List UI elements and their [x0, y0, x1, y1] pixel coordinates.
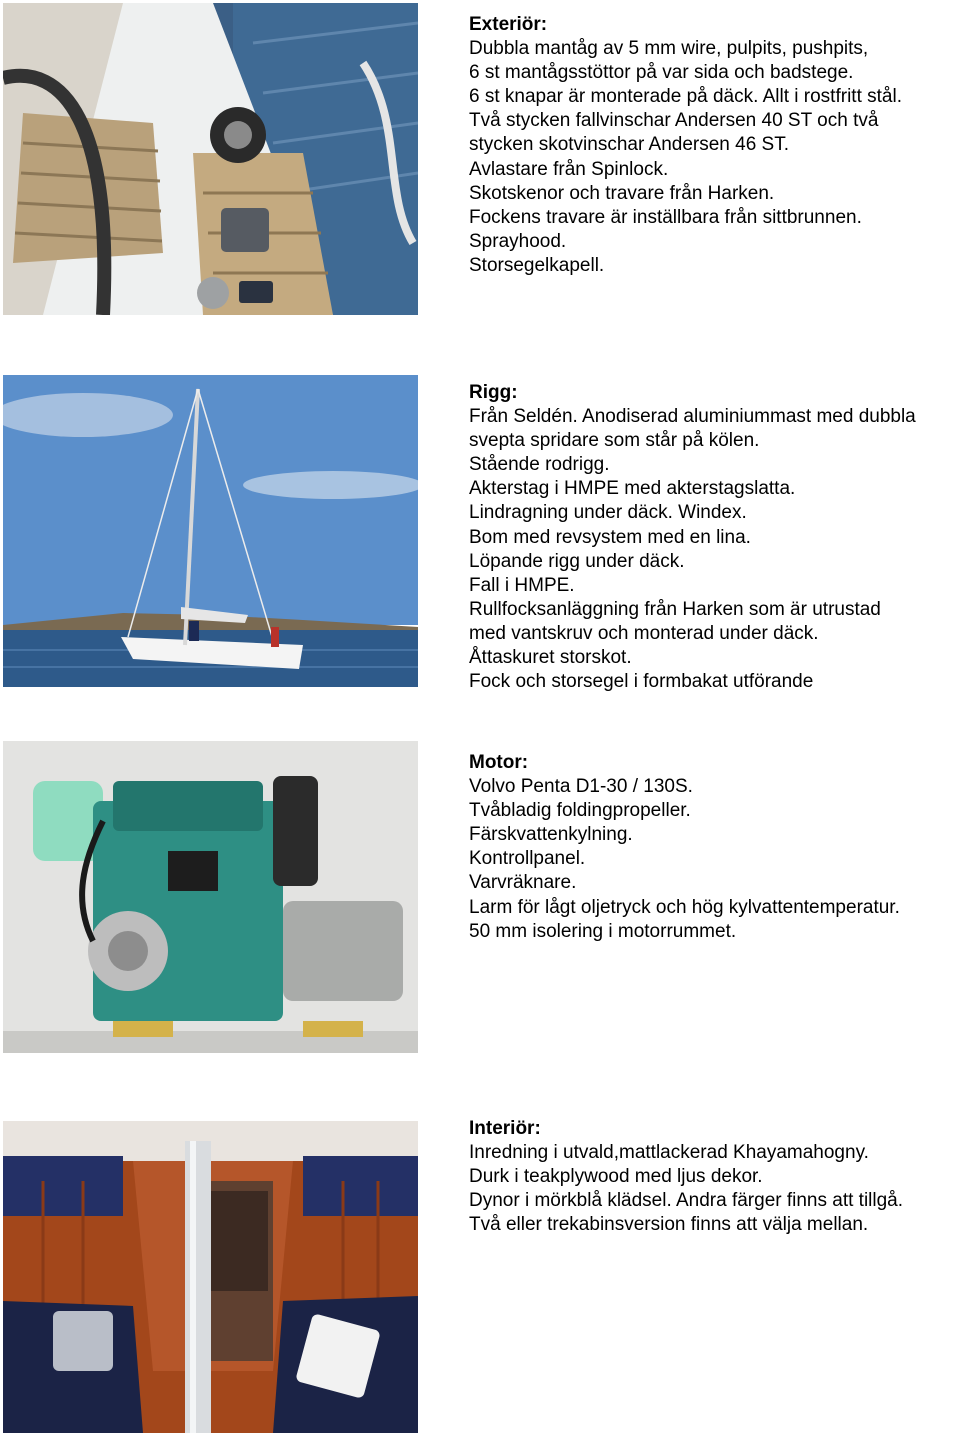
text-line: Avlastare från Spinlock. [469, 158, 669, 180]
text-line: Fall i HMPE. [469, 574, 575, 596]
text-line: 6 st knapar är monterade på däck. Allt i rostfritt stål. [469, 86, 902, 108]
text-line: Lindragning under däck. Windex. [469, 502, 747, 524]
text-line: Stående rodrigg. [469, 454, 610, 476]
text-line: Fock och storsegel i formbakat utförande [469, 671, 814, 693]
section-heading: Interiör: [469, 1118, 541, 1139]
text-line: 6 st mantågsstöttor på var sida och badstege. [469, 62, 854, 84]
text-line: Från Seldén. Anodiserad aluminiummast med dubbla [469, 406, 916, 428]
text-line: Volvo Penta D1-30 / 130S. [469, 776, 693, 798]
text-line: Åttaskuret storskot. [469, 647, 632, 669]
text-line: Durk i teakplywood med ljus dekor. [469, 1166, 763, 1188]
text-line: Dubbla mantåg av 5 mm wire, pulpits, pushpits, [469, 38, 869, 60]
cabin-interior-photo [3, 1121, 418, 1433]
section-exterior [469, 13, 960, 278]
text-line: Bom med revsystem med en lina. [469, 526, 751, 548]
text-line: svepta spridare som står på kölen. [469, 430, 760, 452]
section-heading: Rigg: [469, 382, 518, 403]
engine-photo [3, 741, 418, 1053]
text-line: 50 mm isolering i motorrummet. [469, 920, 737, 942]
sailboat-on-water-photo [3, 375, 418, 687]
section-engine [469, 751, 960, 944]
section-heading: Motor: [469, 752, 529, 773]
text-line: Två eller trekabinsversion finns att välja mellan. [469, 1214, 869, 1236]
text-line: Rullfocksanläggning från Harken som är utrustad [469, 598, 881, 620]
text-line: Färskvattenkylning. [469, 824, 633, 846]
text-line: Storsegelkapell. [469, 254, 605, 276]
section-interior [469, 1117, 960, 1237]
text-line: Inredning i utvald,mattlackerad Khayamahogny. [469, 1142, 869, 1164]
text-line: Fockens travare är inställbara från sittbrunnen. [469, 206, 862, 228]
text-line: Sprayhood. [469, 230, 567, 252]
text-line: Akterstag i HMPE med akterstagslatta. [469, 478, 796, 500]
text-line: Löpande rigg under däck. [469, 550, 685, 572]
text-line: Kontrollpanel. [469, 848, 586, 870]
text-line: Tvåbladig foldingpropeller. [469, 800, 691, 822]
text-line: Skotskenor och travare från Harken. [469, 182, 775, 204]
text-line: med vantskruv och monterad under däck. [469, 622, 819, 644]
text-line: stycken skotvinschar Andersen 46 ST. [469, 134, 789, 156]
text-line: Varvräknare. [469, 872, 577, 894]
section-heading: Exteriör: [469, 14, 548, 35]
text-line: Larm för lågt oljetryck och hög kylvattentemperatur. [469, 896, 900, 918]
text-line: Två stycken fallvinschar Andersen 40 ST och två [469, 110, 879, 132]
section-rig [469, 381, 960, 694]
text-line: Dynor i mörkblå klädsel. Andra färger finns att tillgå. [469, 1190, 904, 1212]
sailboat-deck-photo [3, 3, 418, 315]
